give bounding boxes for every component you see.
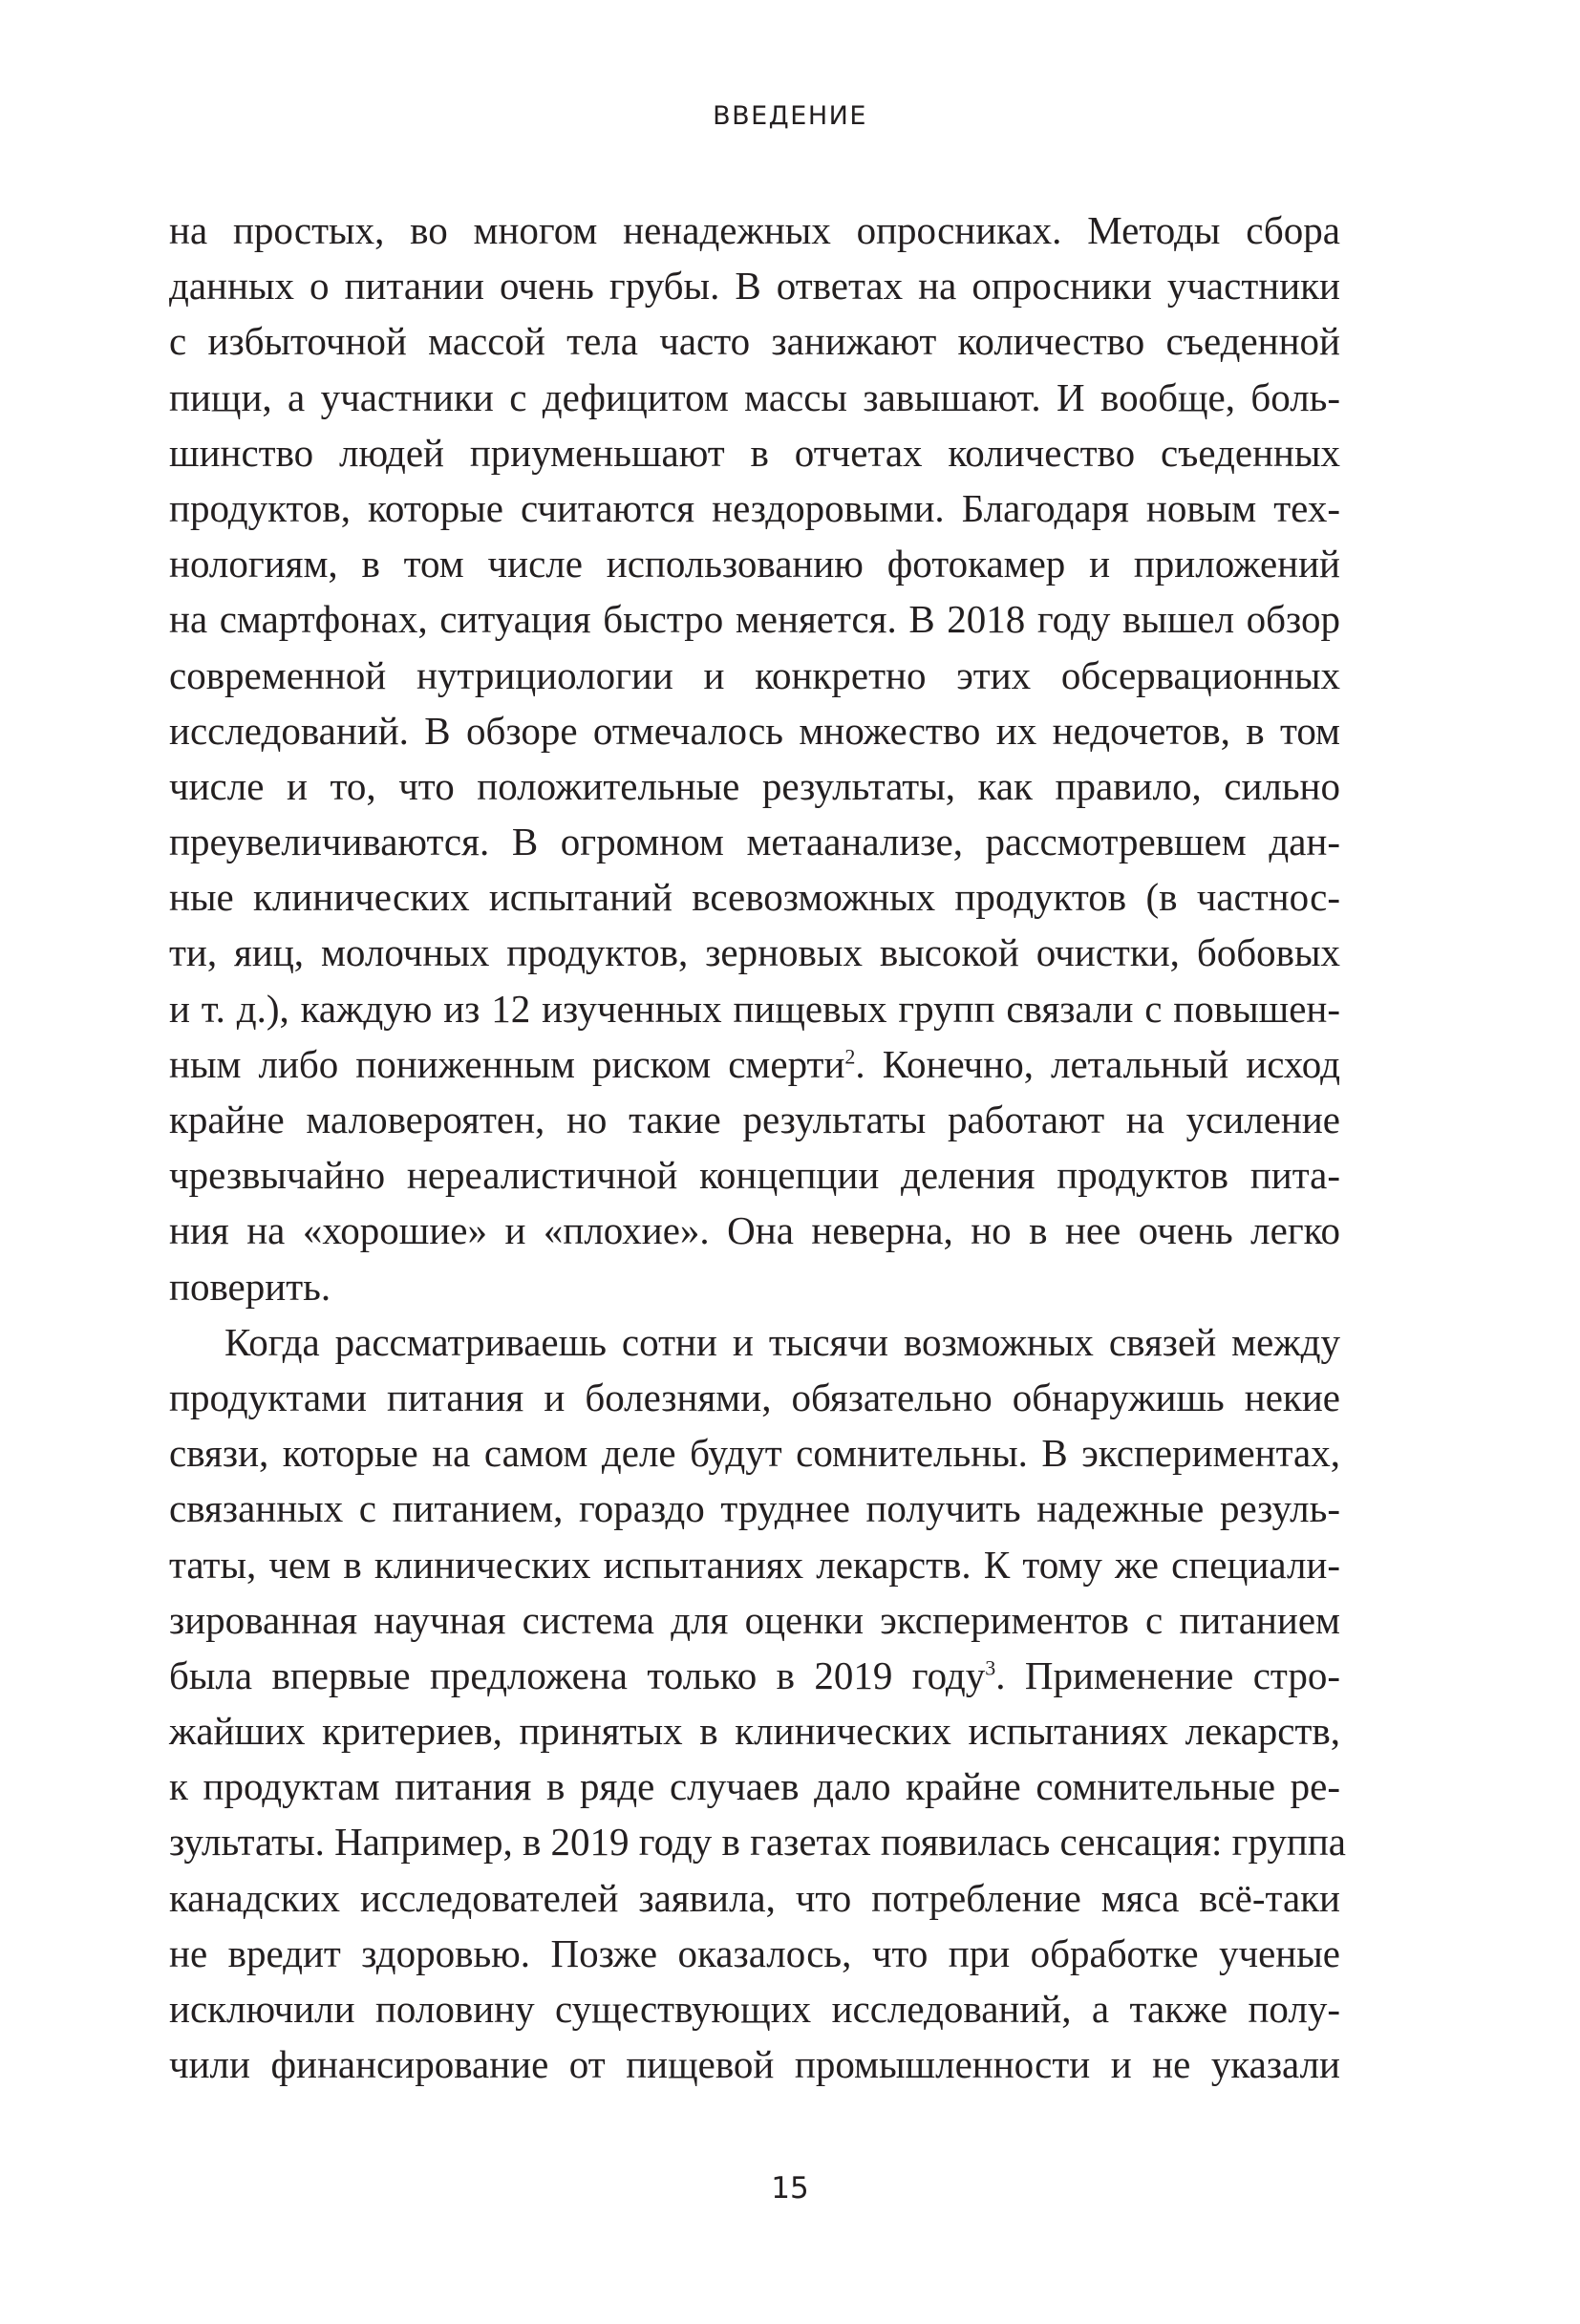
paragraph-2 — [169, 1314, 1347, 2093]
text-line: на смартфонах, ситуация быстро меняется. В 2018 году вышел обзор — [169, 597, 1340, 642]
text-line: Когда рассматриваешь сотни и тысячи возможных связей между — [224, 1319, 1340, 1364]
text-line: шинство людей приуменьшают в отчетах количество съеденных — [169, 430, 1340, 475]
text-line-with-footnote — [169, 1648, 1340, 1703]
text-run: . Конечно, летальный исход — [855, 1041, 1340, 1086]
text-line: поверить. — [169, 1264, 331, 1309]
text-line: на простых, во многом ненадежных опросниках. Методы сбора — [169, 208, 1340, 252]
text-line: данных о питании очень грубы. В ответах на опросники участники — [169, 264, 1340, 309]
text-line-with-footnote — [169, 1036, 1340, 1092]
paragraph-1 — [169, 203, 1340, 1314]
text-line: к продуктам питания в ряде случаев дало крайне сомнительные ре- — [169, 1764, 1340, 1809]
text-line: нологиям, в том числе использованию фотокамер и приложений — [169, 542, 1340, 586]
text-line: продуктов, которые считаются нездоровыми. Благодаря новым тех- — [169, 485, 1340, 530]
text-line: связи, которые на самом деле будут сомнительны. В экспериментах, — [169, 1431, 1340, 1476]
text-line: зированная научная система для оценки экспериментов с питанием — [169, 1597, 1340, 1642]
text-line: жайших критериев, принятых в клинических испытаниях лекарств, — [169, 1709, 1340, 1754]
text-line: ния на «хорошие» и «плохие». Она неверна, но в нее очень легко — [169, 1208, 1340, 1253]
text-line: продуктами питания и болезнями, обязательно обнаружишь некие — [169, 1375, 1340, 1419]
text-line: преувеличиваются. В огромном метаанализе, рассмотревшем дан- — [169, 820, 1340, 864]
text-line: исключили половину существующих исследований, а также полу- — [169, 1987, 1340, 2031]
text-line: зультаты. Например, в 2019 году в газетах появилась сенсация: группа — [169, 1820, 1347, 1865]
footnote-ref: 2 — [844, 1044, 856, 1069]
page-number: 15 — [771, 2171, 809, 2206]
text-line: современной нутрициологии и конкретно этих обсервационных — [169, 652, 1340, 697]
text-line: и т. д.), каждую из 12 изученных пищевых групп связали с повышен- — [169, 986, 1340, 1031]
text-run: . Применение стро- — [995, 1652, 1340, 1697]
text-line: чили финансирование от пищевой промышленности и не указали — [169, 2042, 1340, 2087]
text-line: крайне маловероятен, но такие результаты работают на усиление — [169, 1098, 1340, 1141]
text-line: канадских исследователей заявила, что потребление мяса всё-таки — [169, 1875, 1340, 1920]
text-line: исследований. В обзоре отмечалось множество их недочетов, в том — [169, 708, 1340, 753]
text-run: была впервые предложена только в 2019 году — [169, 1652, 986, 1697]
text-line: с избыточной массой тела часто занижают количество съеденной — [169, 319, 1340, 364]
text-line: чрезвычайно нереалистичной концепции деления продуктов пита- — [169, 1153, 1340, 1198]
body-text — [169, 203, 1347, 2092]
text-run: ным либо пониженным риском смерти — [169, 1041, 845, 1086]
text-line: связанных с питанием, гораздо труднее получить надежные резуль- — [169, 1486, 1340, 1531]
text-line: числе и то, что положительные результаты, как правило, сильно — [169, 763, 1340, 808]
text-line: таты, чем в клинических испытаниях лекарств. К тому же специали- — [169, 1542, 1340, 1587]
running-head: ВВЕДЕНИЕ — [713, 101, 867, 131]
text-line: пищи, а участники с дефицитом массы завышают. И вообще, боль- — [169, 374, 1340, 419]
text-line: не вредит здоровью. Позже оказалось, что при обработке ученые — [169, 1930, 1340, 1975]
text-line: ные клинических испытаний всевозможных продуктов (в частнос- — [169, 875, 1340, 920]
footnote-ref: 3 — [985, 1655, 996, 1680]
text-line: ти, яиц, молочных продуктов, зерновых высокой очистки, бобовых — [169, 930, 1340, 975]
